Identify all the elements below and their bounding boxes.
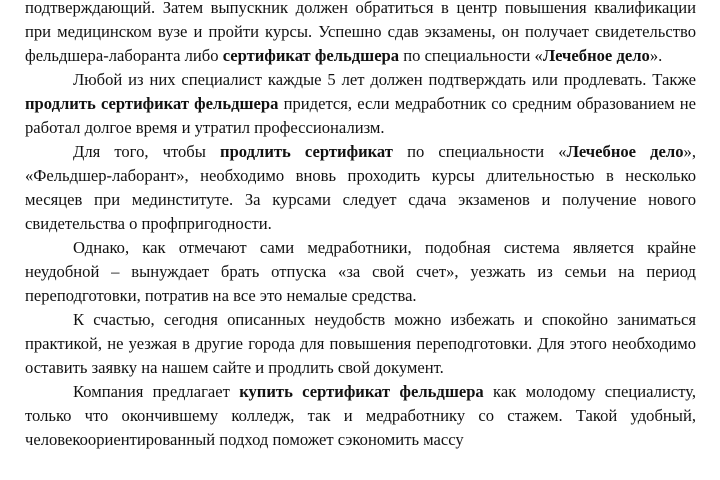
bold-run: купить сертификат фельдшера <box>239 382 484 401</box>
text-run: Компания предлагает <box>73 382 240 401</box>
text-run: Любой из них специалист каждые 5 лет должен подтверждать или продлевать. Также <box>73 70 696 89</box>
text-run: Для того, чтобы <box>73 142 221 161</box>
bold-run: продлить сертификат фельдшера <box>25 94 279 113</box>
bold-run: Лечебное дело <box>566 142 684 161</box>
bold-run: продлить сертификат <box>220 142 393 161</box>
text-run: как молодому специалисту, только что окончившему колледж, так и медработнику со стажем. Такой удобный, человекоориентированный подход поможет сэкономить массу <box>25 382 697 449</box>
paragraph-2 <box>25 68 696 140</box>
text-run: К счастью, сегодня описанных неудобств можно избежать и спокойно заниматься практикой, не уезжая в другие города для повышения переподготовки. Для этого необходимо оставить заявку на нашем сайте и продлить свой документ. <box>25 310 696 377</box>
bold-run: Лечебное дело <box>542 46 650 65</box>
text-run: ». <box>649 46 663 65</box>
text-run: по специальности « <box>399 46 543 65</box>
paragraph-1 <box>25 0 696 68</box>
text-run: », «Фельдшер-лаборант», необходимо вновь проходить курсы длительностью в несколько месяцев при мединституте. За курсами следует сдача экзаменов и получение нового свидетельства о профпригодности. <box>25 142 696 233</box>
text-run: по специальности « <box>392 142 567 161</box>
paragraph-3 <box>25 140 696 236</box>
paragraph-4 <box>25 236 696 308</box>
paragraph-5 <box>25 308 696 380</box>
text-run: Однако, как отмечают сами медработники, подобная система является крайне неудобной – вынуждает брать отпуска «за свой счет», уезжать из семьи на период переподготовки, потратив на все это немалые средства. <box>25 238 696 305</box>
bold-run: сертификат фельдшера <box>222 46 400 65</box>
text-run: подтверждающий. Затем выпускник должен обратиться в центр повышения квалификации при медицинском вузе и пройти курсы. Успешно сдав экзамены, он получает свидетельство фельдшера-лаборанта либо <box>25 0 696 65</box>
paragraph-6 <box>25 380 696 452</box>
text-run: придется, если медработник со средним образованием не работал долгое время и утратил профессионализм. <box>25 94 696 137</box>
